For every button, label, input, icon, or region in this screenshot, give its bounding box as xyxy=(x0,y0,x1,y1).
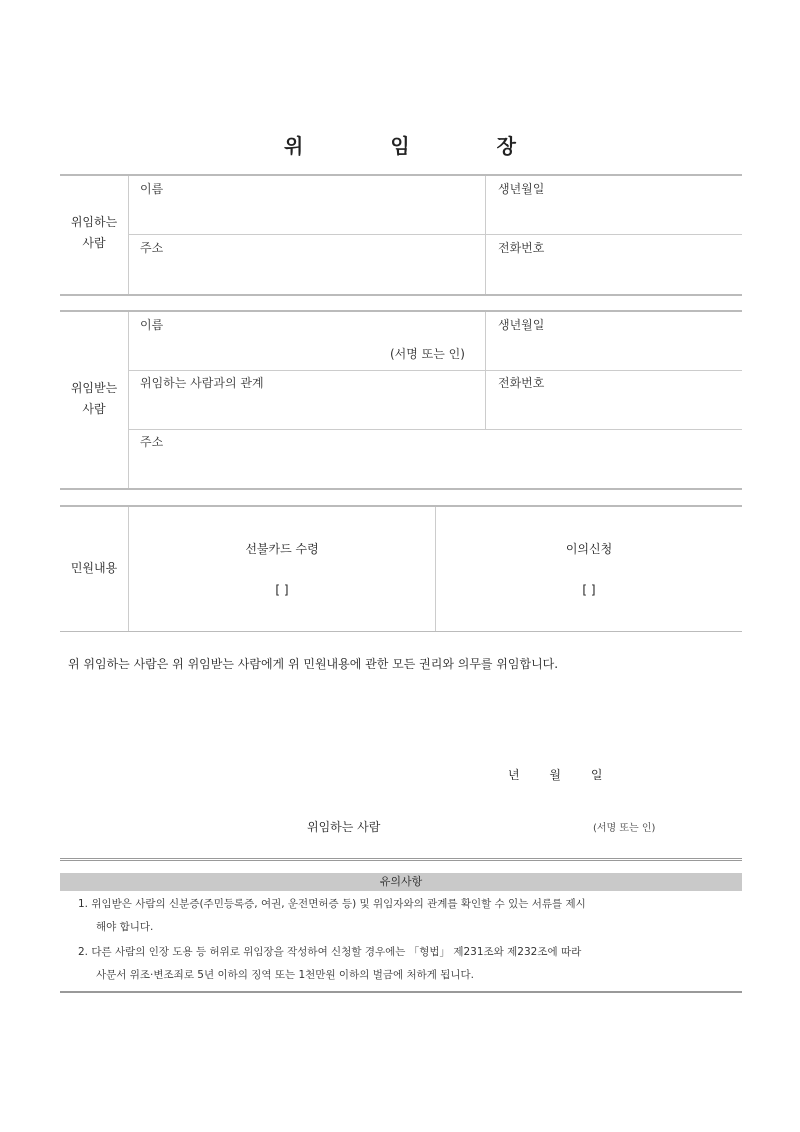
notice-item-1-line-2: 해야 합니다. xyxy=(96,921,154,933)
grantor-phone-label: 전화번호 xyxy=(498,241,545,255)
grantee-phone-label: 전화번호 xyxy=(498,376,545,390)
grantee-name-field[interactable] xyxy=(129,312,484,369)
notice-heading: 유의사항 xyxy=(60,873,742,891)
grantee-phone-field[interactable] xyxy=(486,371,741,428)
grantor-section-label xyxy=(60,212,128,254)
grantor-sign-label: 위임하는 사람 xyxy=(307,820,381,834)
grantee-label-text: 위임받는 사람 xyxy=(70,381,118,416)
grantor-name-field[interactable] xyxy=(129,176,484,233)
grantee-name-label: 이름 xyxy=(140,318,164,332)
petition-section xyxy=(60,505,742,632)
grantor-label-text: 위임하는 사람 xyxy=(70,215,118,250)
notice-box xyxy=(60,858,742,993)
grantor-address-field[interactable] xyxy=(129,235,484,293)
grantee-relation-field[interactable] xyxy=(129,371,484,428)
grantor-name-label: 이름 xyxy=(140,182,164,196)
grantee-relation-label: 위임하는 사람과의 관계 xyxy=(140,376,264,390)
date-line[interactable]: 년 월 일 xyxy=(508,768,603,782)
grantee-address-label: 주소 xyxy=(140,435,164,449)
grantee-address-field[interactable] xyxy=(129,430,741,487)
grantor-birth-label: 생년월일 xyxy=(498,182,545,196)
grantor-section xyxy=(60,174,742,296)
petition-option2-checkbox[interactable]: [ ] xyxy=(582,583,596,597)
grantee-birth-field[interactable] xyxy=(486,312,741,369)
petition-option1-checkbox[interactable]: [ ] xyxy=(275,583,289,597)
document-title: 위 임 장 xyxy=(284,134,556,158)
notice-item-2-line-1: 2. 다른 사람의 인장 도용 등 허위로 위임장을 작성하여 신청할 경우에는 「형법」 제231조와 제232조에 따라 xyxy=(78,946,582,958)
grantor-birth-field[interactable] xyxy=(486,176,741,233)
petition-option2-label: 이의신청 xyxy=(565,542,613,556)
grantee-sign-label: (서명 또는 인) xyxy=(390,347,465,361)
notice-item-2-line-2: 사문서 위조·변조죄로 5년 이하의 징역 또는 1천만원 이하의 벌금에 처하게 됩니다. xyxy=(96,969,474,981)
petition-option1-label: 선불카드 수령 xyxy=(245,542,319,556)
petition-section-label: 민원내용 xyxy=(70,561,118,575)
delegation-statement: 위 위임하는 사람은 위 위임받는 사람에게 위 민원내용에 관한 모든 권리와 의무를 위임합니다. xyxy=(68,657,559,671)
grantee-section xyxy=(60,310,742,490)
notice-item-1-line-1: 1. 위임받은 사람의 신분증(주민등록증, 여권, 운전면허증 등) 및 위임자와의 관계를 확인할 수 있는 서류를 제시 xyxy=(78,898,586,910)
grantor-sign-note[interactable]: (서명 또는 인) xyxy=(593,823,656,834)
grantee-birth-label: 생년월일 xyxy=(498,318,545,332)
grantor-address-label: 주소 xyxy=(140,241,164,255)
grantee-section-label xyxy=(60,378,128,420)
grantor-phone-field[interactable] xyxy=(486,235,741,293)
